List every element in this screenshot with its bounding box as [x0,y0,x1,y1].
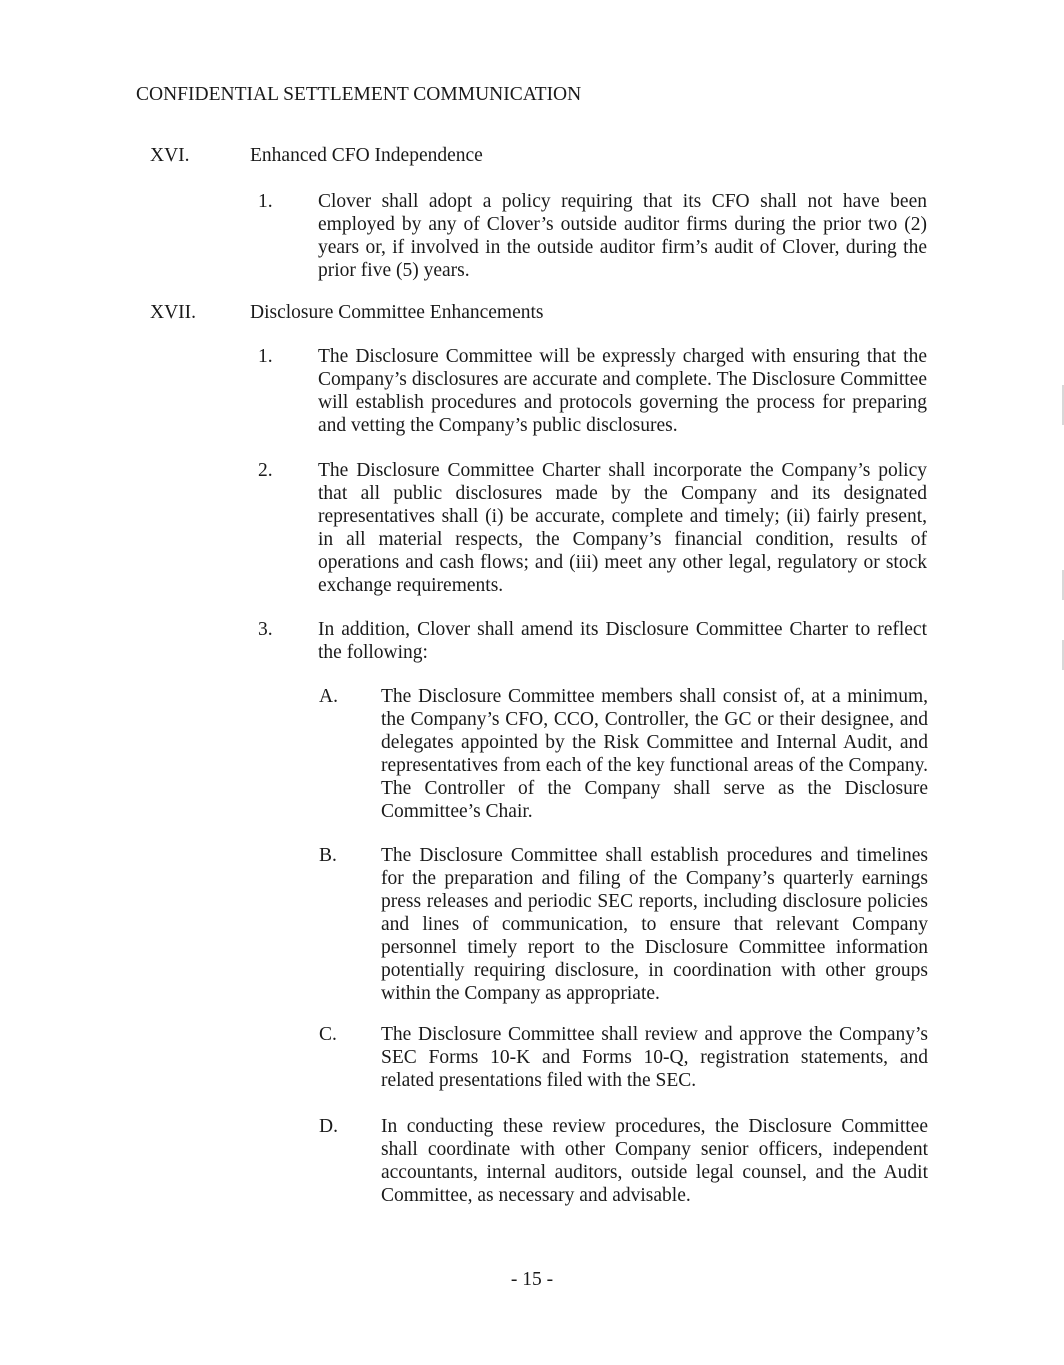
subitem-letter: C. [319,1024,337,1045]
item-text-charter-policy: The Disclosure Committee Charter shall incorporate the Company’s policy that all public disclosures made by the Company and its designated representatives shall (i) be accurate, complete and timely; (ii) fairly present, in all material respects, the Company’s financial condition, results of operations and cash flows; and (iii) meet any other legal, regulatory or stock exchange requirements. [318,460,927,596]
section-number-xvi: XVI. [150,145,190,166]
confidential-header: CONFIDENTIAL SETTLEMENT COMMUNICATION [136,84,582,105]
section-title-cfo-independence: Enhanced CFO Independence [250,145,483,166]
subitem-letter: A. [319,686,338,707]
subitem-text-coordination: In conducting these review procedures, the Disclosure Committee shall coordinate with other Company senior officers, independent accountants, internal auditors, outside legal counsel, and the Audit Committee, as necessary and advisable. [381,1116,928,1206]
item-text-committee-charge: The Disclosure Committee will be expressly charged with ensuring that the Company’s disclosures are accurate and complete. The Disclosure Committee will establish procedures and protocols governing the process for preparing and vetting the Company’s public disclosures. [318,346,927,436]
subitem-text-procedures: The Disclosure Committee shall establish procedures and timelines for the preparation and filing of the Company’s quarterly earnings press releases and periodic SEC reports, including disclosure policies and lines of communication, to ensure that relevant Company personnel timely report to the Disclosure Committee information potentially requiring disclosure, in coordination with other groups within the Company as appropriate. [381,845,928,1004]
item-number: 2. [258,460,273,481]
item-number: 1. [258,346,273,367]
subitem-letter: D. [319,1116,338,1137]
section-number-xvii: XVII. [150,302,197,323]
item-number: 1. [258,191,273,212]
page-number: - 15 - [510,1269,554,1290]
item-text-charter-amendment: In addition, Clover shall amend its Disclosure Committee Charter to reflect the following: [318,619,927,663]
subitem-letter: B. [319,845,337,866]
item-text-cfo-policy: Clover shall adopt a policy requiring that its CFO shall not have been employed by any of Clover’s outside auditor firms during the prior two (2) years or, if involved in the outside auditor firm’s audit of Clover, during the prior five (5) years. [318,191,927,281]
section-title-disclosure-committee: Disclosure Committee Enhancements [250,302,544,323]
subitem-text-review-approve: The Disclosure Committee shall review and approve the Company’s SEC Forms 10-K and Forms 10-Q, registration statements, and related presentations filed with the SEC. [381,1024,928,1091]
subitem-text-members: The Disclosure Committee members shall consist of, at a minimum, the Company’s CFO, CCO, Controller, the GC or their designee, and delegates appointed by the Risk Committee and Internal Audit, and representatives from each of the key functional areas of the Company. The Controller of the Company shall serve as the Disclosure Committee’s Chair. [381,686,928,822]
item-number: 3. [258,619,273,640]
